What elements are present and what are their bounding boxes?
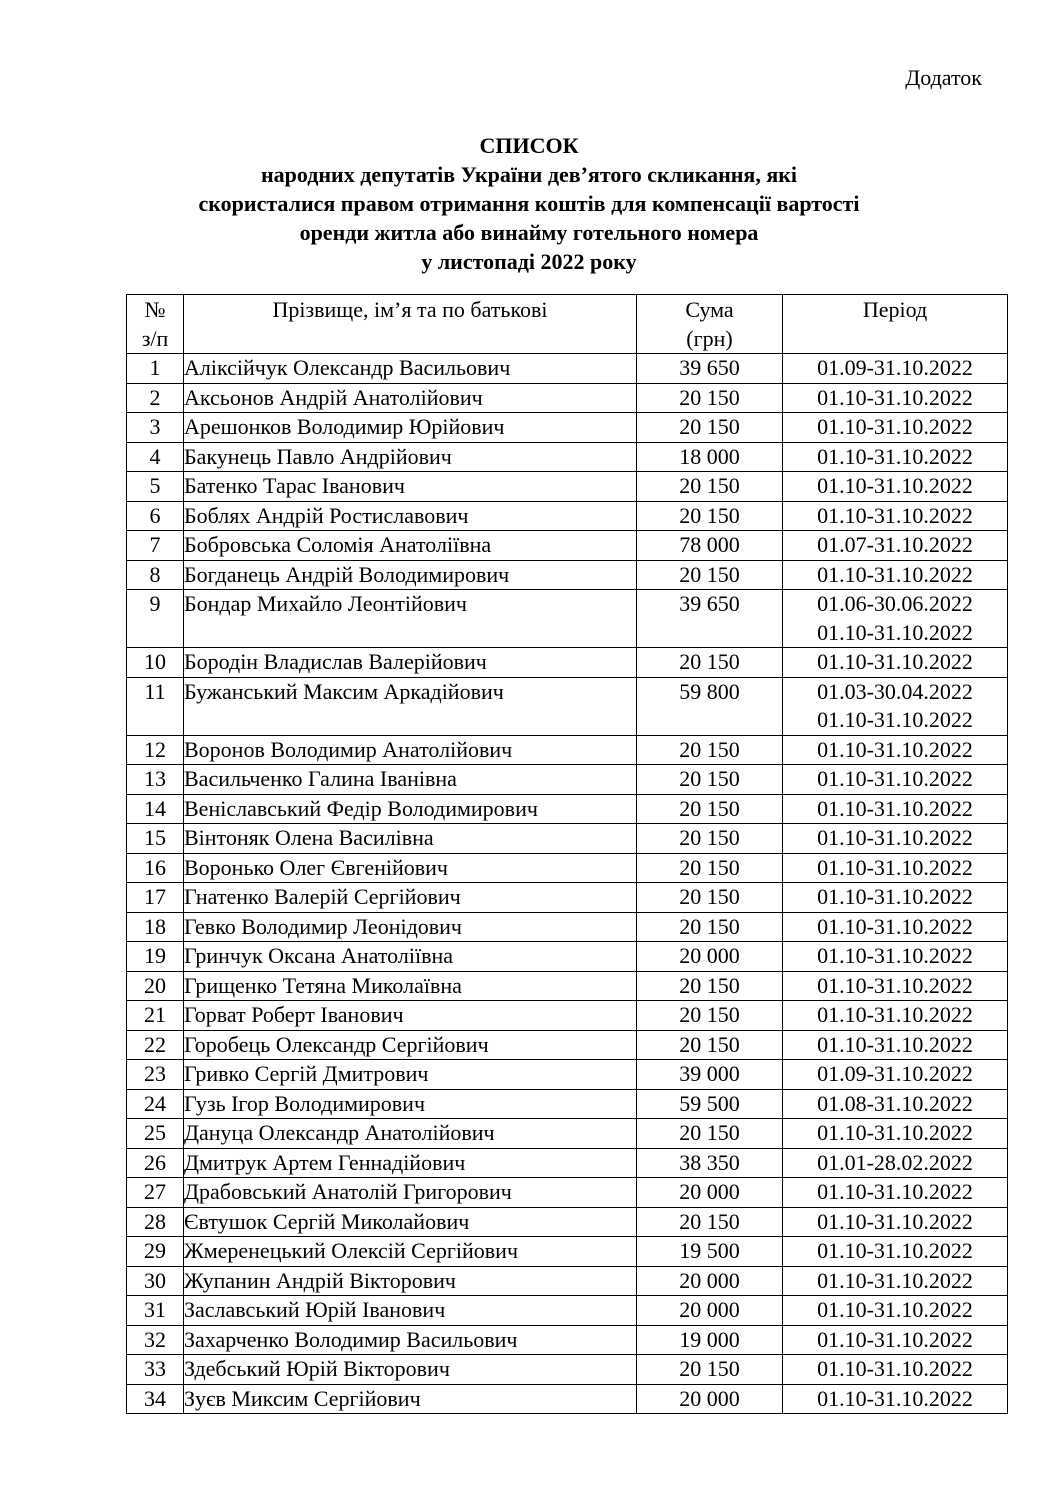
deputy-name: Гузь Ігор Володимирович	[184, 1089, 637, 1119]
deputy-name: Гривко Сергій Дмитрович	[184, 1060, 637, 1090]
row-number: 15	[127, 824, 184, 854]
period-range: 01.10-31.10.2022	[817, 1297, 973, 1322]
deputy-name: Здебський Юрій Вікторович	[184, 1355, 637, 1385]
amount-uah: 20 150	[637, 824, 783, 854]
period-range: 01.10-31.10.2022	[817, 795, 973, 821]
table-row	[127, 1384, 1008, 1414]
period-cell	[783, 824, 1008, 854]
period-cell	[783, 1355, 1008, 1385]
row-number: 5	[127, 472, 184, 502]
amount-uah: 20 150	[637, 765, 783, 795]
table-row	[127, 1296, 1008, 1326]
table-header	[127, 295, 1008, 354]
period-cell	[783, 735, 1008, 765]
table-row	[127, 735, 1008, 765]
deputy-name: Батенко Тарас Іванович	[184, 472, 637, 502]
amount-uah: 38 350	[637, 1148, 783, 1178]
row-number: 23	[127, 1060, 184, 1090]
period-cell	[783, 648, 1008, 678]
row-number: 24	[127, 1089, 184, 1119]
deputy-name: Гнатенко Валерій Сергійович	[184, 883, 637, 913]
table-row	[127, 883, 1008, 913]
period-range: 01.06-30.06.2022	[817, 591, 973, 616]
amount-uah: 20 150	[637, 794, 783, 824]
deputy-name: Бобровська Соломія Анатоліївна	[184, 531, 637, 561]
table-row	[127, 1325, 1008, 1355]
row-number: 11	[127, 677, 184, 735]
amount-uah: 20 150	[637, 1207, 783, 1237]
table-row	[127, 354, 1008, 384]
amount-uah: 39 650	[637, 354, 783, 384]
row-number: 21	[127, 1001, 184, 1031]
table-row	[127, 501, 1008, 531]
deputy-name: Жупанин Андрій Вікторович	[184, 1266, 637, 1296]
column-header-amount-line1: Сума	[685, 297, 734, 322]
amount-uah: 59 800	[637, 677, 783, 735]
deputy-name: Євтушок Сергій Миколайович	[184, 1207, 637, 1237]
period-range: 01.10-31.10.2022	[817, 619, 973, 645]
row-number: 28	[127, 1207, 184, 1237]
row-number: 18	[127, 912, 184, 942]
table-row	[127, 765, 1008, 795]
row-number: 7	[127, 531, 184, 561]
period-range: 01.10-31.10.2022	[817, 1385, 973, 1411]
table-row	[127, 1001, 1008, 1031]
column-header-amount-line2: (грн)	[686, 326, 733, 351]
deputy-name: Дмитрук Артем Геннадійович	[184, 1148, 637, 1178]
amount-uah: 20 150	[637, 853, 783, 883]
row-number: 4	[127, 442, 184, 472]
deputy-name: Гринчук Оксана Анатоліївна	[184, 942, 637, 972]
title-line: у листопаді 2022 року	[421, 249, 637, 274]
deputy-name: Веніславський Федір Володимирович	[184, 794, 637, 824]
period-range: 01.10-31.10.2022	[817, 854, 973, 880]
row-number: 34	[127, 1384, 184, 1414]
amount-uah: 20 000	[637, 942, 783, 972]
table-row	[127, 413, 1008, 443]
table-row	[127, 942, 1008, 972]
row-number: 1	[127, 354, 184, 384]
amount-uah: 20 000	[637, 1178, 783, 1208]
table-row	[127, 1355, 1008, 1385]
amount-uah: 19 000	[637, 1325, 783, 1355]
column-header-name-label: Прізвище, ім’я та по батькові	[272, 297, 548, 322]
table-row	[127, 1148, 1008, 1178]
period-range: 01.09-31.10.2022	[817, 355, 973, 380]
amount-uah: 20 150	[637, 501, 783, 531]
table-row	[127, 824, 1008, 854]
period-cell	[783, 1001, 1008, 1031]
amount-uah: 20 150	[637, 383, 783, 413]
table-header-row	[127, 295, 1008, 354]
period-cell	[783, 794, 1008, 824]
period-range: 01.10-31.10.2022	[817, 707, 973, 732]
deputy-name: Бондар Михайло Леонтійович	[184, 590, 637, 648]
document-title	[0, 131, 1058, 276]
period-range: 01.07-31.10.2022	[817, 532, 973, 557]
period-range: 01.10-31.10.2022	[817, 913, 973, 939]
row-number: 27	[127, 1178, 184, 1208]
deputies-table	[126, 294, 1008, 1414]
period-cell	[783, 413, 1008, 443]
period-cell	[783, 1030, 1008, 1060]
amount-uah: 20 150	[637, 971, 783, 1001]
period-cell	[783, 1296, 1008, 1326]
deputy-name: Боблях Андрій Ростиславович	[184, 501, 637, 531]
row-number: 26	[127, 1148, 184, 1178]
amount-uah: 20 150	[637, 472, 783, 502]
table-body	[127, 354, 1008, 1414]
amount-uah: 20 150	[637, 560, 783, 590]
column-header-period-label: Період	[862, 297, 928, 322]
period-range: 01.10-31.10.2022	[817, 943, 973, 968]
period-range: 01.10-31.10.2022	[817, 1267, 973, 1293]
title-line: народних депутатів України дев’ятого скликання, які	[260, 162, 798, 187]
deputy-name: Грищенко Тетяна Миколаївна	[184, 971, 637, 1001]
period-cell	[783, 590, 1008, 648]
period-range: 01.08-31.10.2022	[817, 1090, 973, 1116]
row-number: 6	[127, 501, 184, 531]
deputy-name: Вінтоняк Олена Василівна	[184, 824, 637, 854]
appendix-label: Додаток	[905, 65, 982, 90]
deputy-name: Захарченко Володимир Васильович	[184, 1325, 637, 1355]
amount-uah: 20 150	[637, 413, 783, 443]
table-row	[127, 1178, 1008, 1208]
amount-uah: 20 000	[637, 1384, 783, 1414]
period-range: 01.10-31.10.2022	[817, 414, 973, 439]
period-range: 01.10-31.10.2022	[817, 561, 973, 587]
row-number: 13	[127, 765, 184, 795]
amount-uah: 20 150	[637, 1119, 783, 1149]
deputy-name: Жмеренецький Олексій Сергійович	[184, 1237, 637, 1267]
period-range: 01.01-28.02.2022	[817, 1149, 973, 1175]
deputy-name: Зуєв Миксим Сергійович	[184, 1384, 637, 1414]
column-header-name	[184, 295, 637, 354]
amount-uah: 59 500	[637, 1089, 783, 1119]
column-header-number-line1: №	[144, 297, 166, 322]
period-cell	[783, 1237, 1008, 1267]
amount-uah: 20 150	[637, 648, 783, 678]
period-cell	[783, 354, 1008, 384]
period-cell	[783, 1207, 1008, 1237]
deputy-name: Заславський Юрій Іванович	[184, 1296, 637, 1326]
deputy-name: Васильченко Галина Іванівна	[184, 765, 637, 795]
period-cell	[783, 560, 1008, 590]
period-cell	[783, 853, 1008, 883]
period-range: 01.10-31.10.2022	[817, 1031, 973, 1057]
period-cell	[783, 442, 1008, 472]
amount-uah: 78 000	[637, 531, 783, 561]
amount-uah: 20 150	[637, 1001, 783, 1031]
period-cell	[783, 942, 1008, 972]
row-number: 30	[127, 1266, 184, 1296]
period-range: 01.09-31.10.2022	[817, 1061, 973, 1086]
period-cell	[783, 383, 1008, 413]
period-cell	[783, 1266, 1008, 1296]
period-cell	[783, 531, 1008, 561]
row-number: 12	[127, 735, 184, 765]
amount-uah: 18 000	[637, 442, 783, 472]
period-cell	[783, 677, 1008, 735]
title-heading: СПИСОК	[479, 133, 579, 158]
row-number: 14	[127, 794, 184, 824]
table-row	[127, 912, 1008, 942]
table-row	[127, 531, 1008, 561]
deputy-name: Арешонков Володимир Юрійович	[184, 413, 637, 443]
row-number: 10	[127, 648, 184, 678]
period-range: 01.10-31.10.2022	[817, 884, 973, 909]
period-range: 01.10-31.10.2022	[817, 972, 973, 998]
amount-uah: 20 150	[637, 735, 783, 765]
table-row	[127, 1266, 1008, 1296]
table-row	[127, 1089, 1008, 1119]
column-header-period	[783, 295, 1008, 354]
period-cell	[783, 501, 1008, 531]
deputy-name: Драбовський Анатолій Григорович	[184, 1178, 637, 1208]
table-row	[127, 1060, 1008, 1090]
table-row	[127, 1207, 1008, 1237]
deputy-name: Горват Роберт Іванович	[184, 1001, 637, 1031]
row-number: 33	[127, 1355, 184, 1385]
period-range: 01.10-31.10.2022	[817, 1326, 973, 1352]
amount-uah: 20 150	[637, 883, 783, 913]
period-cell	[783, 971, 1008, 1001]
table-row	[127, 971, 1008, 1001]
column-header-amount	[637, 295, 783, 354]
period-cell	[783, 472, 1008, 502]
row-number: 19	[127, 942, 184, 972]
period-cell	[783, 1384, 1008, 1414]
amount-uah: 20 150	[637, 912, 783, 942]
row-number: 29	[127, 1237, 184, 1267]
table-row	[127, 1237, 1008, 1267]
deputy-name: Воронько Олег Євгенійович	[184, 853, 637, 883]
table-row	[127, 794, 1008, 824]
period-cell	[783, 912, 1008, 942]
amount-uah: 20 150	[637, 1355, 783, 1385]
table-row	[127, 560, 1008, 590]
title-line: оренди житла або винайму готельного номера	[299, 220, 759, 245]
table-row	[127, 472, 1008, 502]
row-number: 17	[127, 883, 184, 913]
table-row	[127, 1030, 1008, 1060]
table-row	[127, 853, 1008, 883]
row-number: 8	[127, 560, 184, 590]
amount-uah: 39 000	[637, 1060, 783, 1090]
period-cell	[783, 765, 1008, 795]
period-range: 01.03-30.04.2022	[817, 678, 973, 704]
row-number: 2	[127, 383, 184, 413]
period-range: 01.10-31.10.2022	[817, 1208, 973, 1234]
deputy-name: Бакунець Павло Андрійович	[184, 442, 637, 472]
deputy-name: Гевко Володимир Леонідович	[184, 912, 637, 942]
period-range: 01.10-31.10.2022	[817, 649, 973, 674]
period-cell	[783, 883, 1008, 913]
amount-uah: 20 000	[637, 1296, 783, 1326]
period-range: 01.10-31.10.2022	[817, 766, 973, 791]
row-number: 22	[127, 1030, 184, 1060]
table-row	[127, 590, 1008, 648]
period-range: 01.10-31.10.2022	[817, 1238, 973, 1263]
period-cell	[783, 1178, 1008, 1208]
amount-uah: 20 150	[637, 1030, 783, 1060]
period-cell	[783, 1325, 1008, 1355]
period-range: 01.10-31.10.2022	[817, 502, 973, 528]
table-row	[127, 648, 1008, 678]
deputy-name: Бородін Владислав Валерійович	[184, 648, 637, 678]
deputy-name: Богданець Андрій Володимирович	[184, 560, 637, 590]
table-row	[127, 442, 1008, 472]
deputy-name: Аліксійчук Олександр Васильович	[184, 354, 637, 384]
period-range: 01.10-31.10.2022	[817, 1002, 973, 1027]
period-cell	[783, 1089, 1008, 1119]
table-row	[127, 383, 1008, 413]
deputy-name: Аксьонов Андрій Анатолійович	[184, 383, 637, 413]
column-header-number-line2: з/п	[141, 326, 169, 351]
column-header-number	[127, 295, 184, 354]
row-number: 9	[127, 590, 184, 648]
row-number: 16	[127, 853, 184, 883]
row-number: 31	[127, 1296, 184, 1326]
deputy-name: Дануца Олександр Анатолійович	[184, 1119, 637, 1149]
amount-uah: 19 500	[637, 1237, 783, 1267]
period-cell	[783, 1148, 1008, 1178]
table-row	[127, 677, 1008, 735]
period-range: 01.10-31.10.2022	[817, 1179, 973, 1204]
period-range: 01.10-31.10.2022	[817, 384, 973, 410]
deputy-name: Горобець Олександр Сергійович	[184, 1030, 637, 1060]
period-range: 01.10-31.10.2022	[817, 736, 973, 762]
period-cell	[783, 1060, 1008, 1090]
row-number: 3	[127, 413, 184, 443]
period-cell	[783, 1119, 1008, 1149]
period-range: 01.10-31.10.2022	[817, 443, 973, 469]
period-range: 01.10-31.10.2022	[817, 473, 973, 498]
row-number: 32	[127, 1325, 184, 1355]
deputy-name: Бужанський Максим Аркадійович	[184, 677, 637, 735]
period-range: 01.10-31.10.2022	[817, 1120, 973, 1145]
row-number: 25	[127, 1119, 184, 1149]
amount-uah: 20 000	[637, 1266, 783, 1296]
title-line: скористалися правом отримання коштів для компенсації вартості	[198, 191, 860, 216]
amount-uah: 39 650	[637, 590, 783, 648]
period-range: 01.10-31.10.2022	[817, 1356, 973, 1381]
row-number: 20	[127, 971, 184, 1001]
deputy-name: Воронов Володимир Анатолійович	[184, 735, 637, 765]
table-row	[127, 1119, 1008, 1149]
period-range: 01.10-31.10.2022	[817, 825, 973, 850]
